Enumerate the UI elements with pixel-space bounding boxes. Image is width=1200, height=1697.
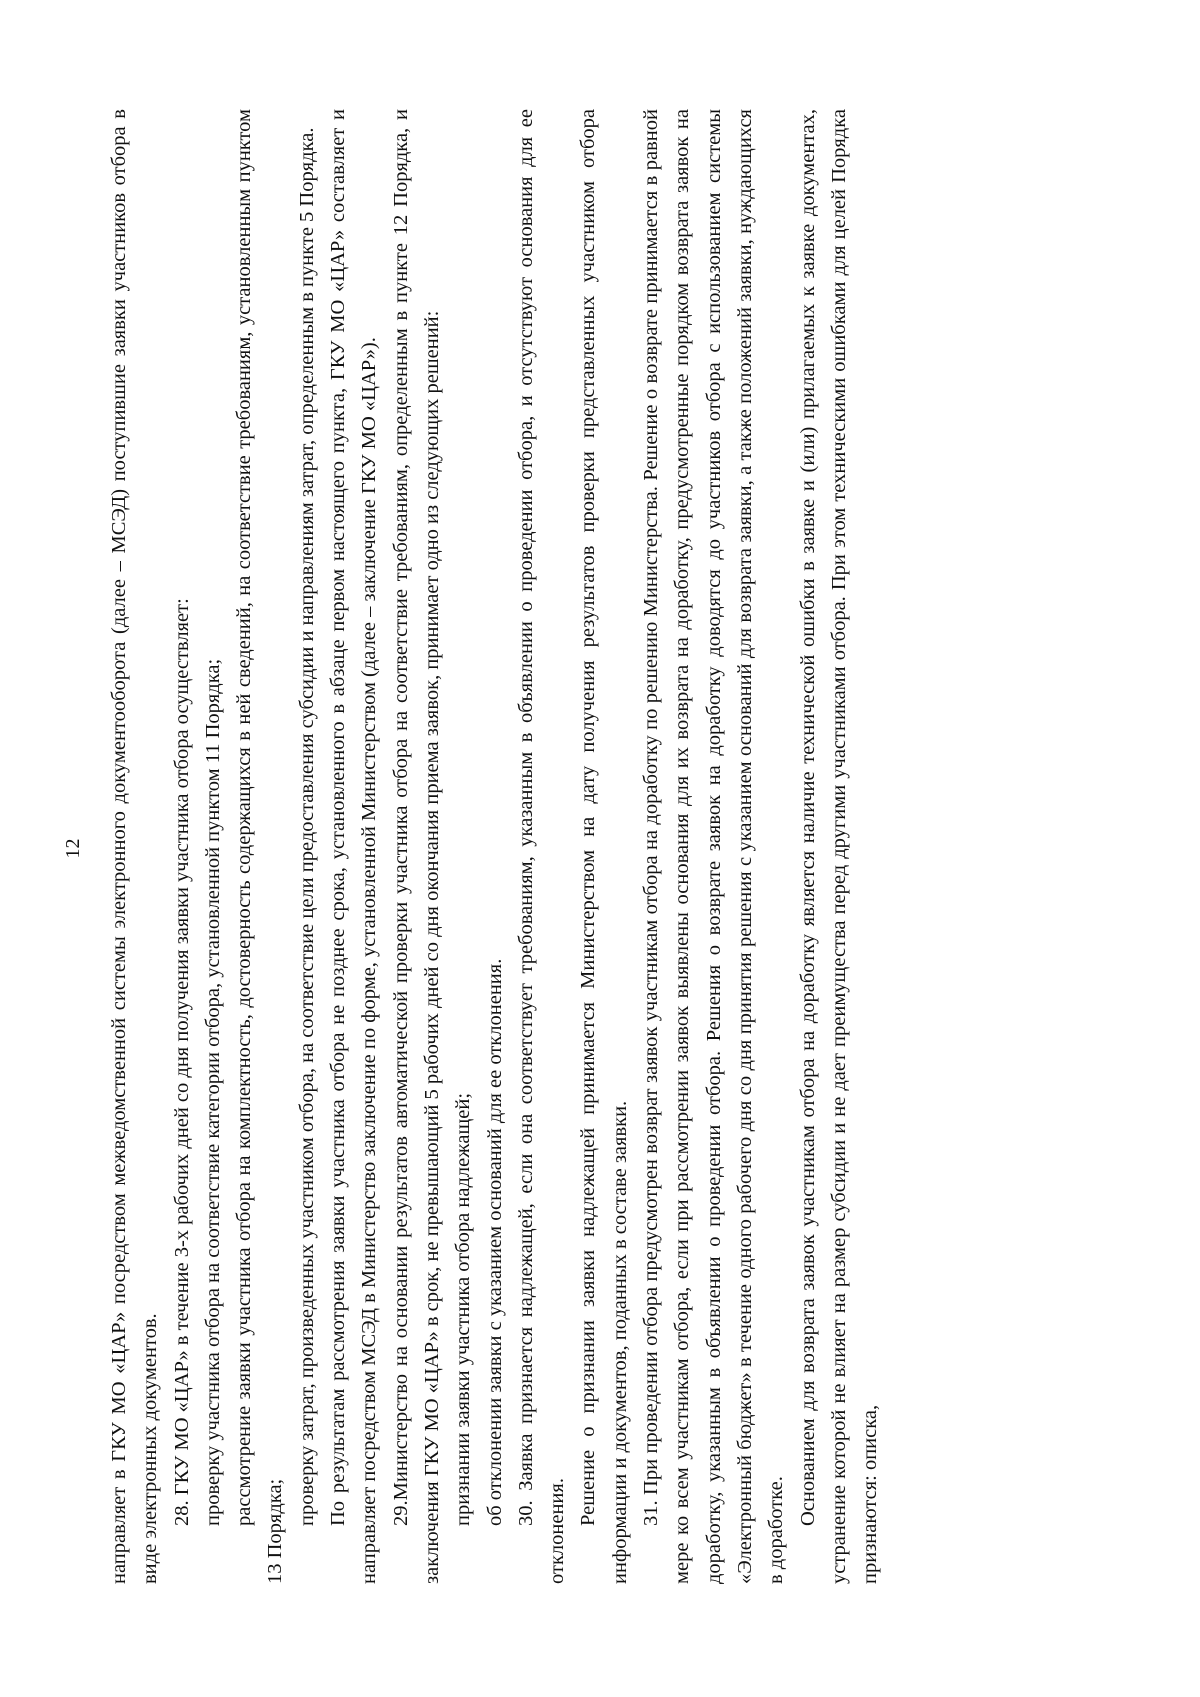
paragraph: По результатам рассмотрения заявки участника отбора не позднее срока, установленного в абзаце первом настоящего пункта, ГКУ МО «ЦАР» составляет и направляет посредством МСЭД в Министерство заключение по форме, установленной Министерством (далее – заключение ГКУ МО «ЦАР»).: [327, 109, 381, 1584]
paragraph: об отклонении заявки с указанием оснований для ее отклонения.: [483, 958, 506, 1526]
paragraph: направляет в ГКУ МО «ЦАР» посредством межведомственной системы электронного документооборота (далее – МСЭД) поступившие заявки участников отбора в виде электронных документов.: [108, 109, 162, 1584]
paragraph: признании заявки участника отбора надлежащей;: [452, 1092, 475, 1526]
paragraph: 30. Заявка признается надлежащей, если она соответствует требованиям, указанным в объявлении о проведении отбора, и отсутствуют основания для ее отклонения.: [514, 109, 569, 1584]
paragraph: 31. При проведении отбора предусмотрен возврат заявок участникам отбора на доработку по решению Министерства. Решение о возврате принимается в равной мере ко всем участникам отбора, если при рассмотрении заявок выявлены основания для их возврата на доработку, предусмотренные порядком возврата заявок на доработку, указанным в объявлении о проведении отбора. Решения о возврате заявок на доработку доводятся до участников отбора с использованием системы «Электронный бюджет» в течение одного рабочего дня со дня принятия решения с указанием оснований для возврата заявки, а также положений заявки, нуждающихся в доработке.: [640, 109, 788, 1584]
paragraph: Решение о признании заявки надлежащей принимается Министерством на дату получения результатов проверки представленных участником отбора информации и документов, поданных в составе заявки.: [577, 109, 631, 1584]
page-number: 12: [62, 838, 84, 859]
paragraph: Основанием для возврата заявок участникам отбора на доработку является наличие технической ошибки в заявке и (или) прилагаемых к заявке документах, устранение которой не влияет на размер субсидии и не дает преимущества перед другими участниками отбора. При этом техническими ошибками для целей Порядка признаются: описка,: [796, 109, 882, 1584]
paragraph: проверку участника отбора на соответствие категории отбора, установленной пунктом 11 Порядка;: [201, 658, 224, 1526]
document-body: [104, 109, 886, 1584]
paragraph: 29.Министерство на основании результатов автоматической проверки участника отбора на соответствие требованиям, определенным в пункте 12 Порядка, и заключения ГКУ МО «ЦАР» в срок, не превышающий 5 рабочих дней со дня окончания приема заявок, принимает одно из следующих решений:: [389, 109, 443, 1584]
paragraph: проверку затрат, произведенных участником отбора, на соответствие цели предоставления субсидии и направлениям затрат, определенным в пункте 5 Порядка.: [295, 127, 318, 1526]
paragraph: 28. ГКУ МО «ЦАР» в течение 3-х рабочих дней со дня получения заявки участника отбора осуществляет:: [170, 598, 193, 1526]
paragraph: рассмотрение заявки участника отбора на комплектность, достоверность содержащихся в ней сведений, на соответствие требованиям, установленным пунктом 13 Порядка;: [233, 109, 287, 1584]
